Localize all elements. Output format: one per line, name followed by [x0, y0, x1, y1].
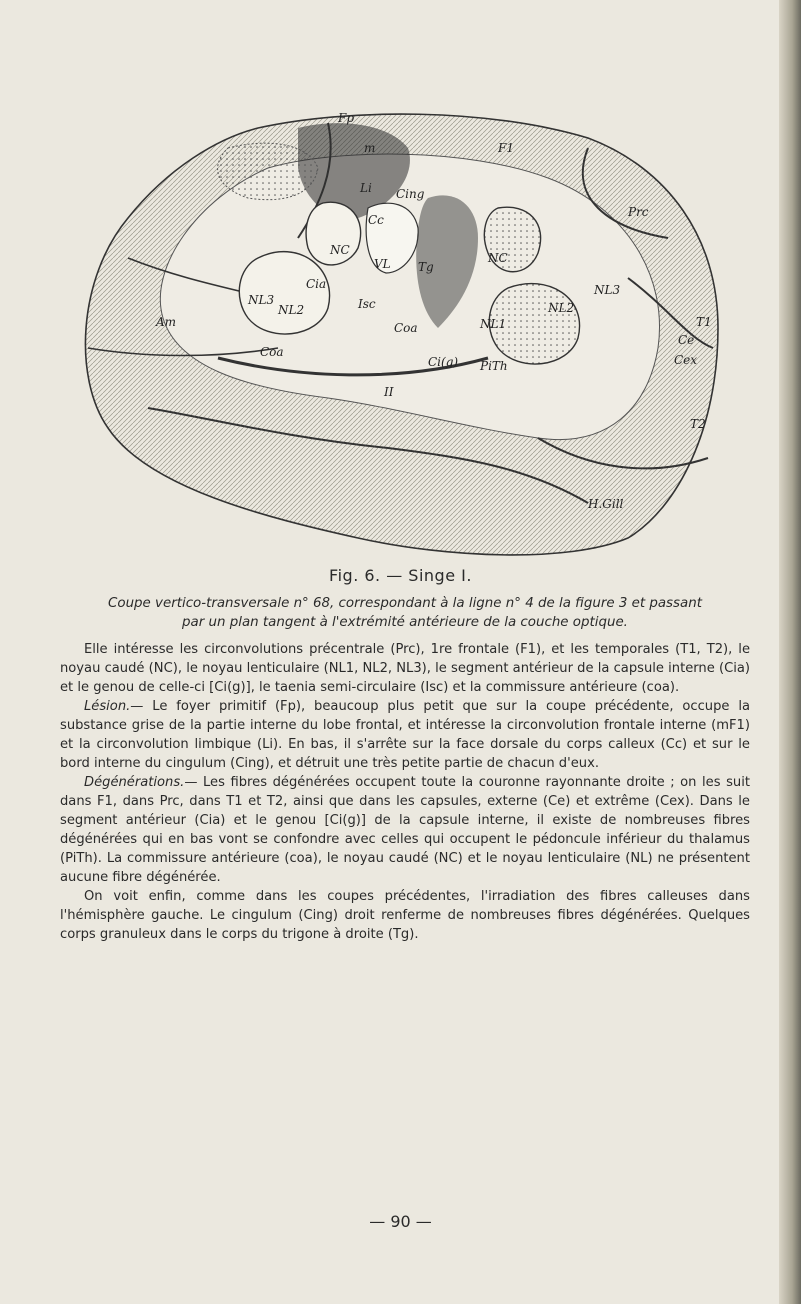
label-nl2-right: NL2 — [548, 301, 575, 315]
label-m: m — [364, 141, 376, 155]
label-nl2-left: NL2 — [278, 303, 305, 317]
label-hgill: H.Gill — [588, 497, 624, 511]
label-am: Am — [156, 315, 177, 329]
paragraph-2-lead: Lésion. — [84, 699, 131, 714]
label-nl3-right: NL3 — [594, 283, 621, 297]
figure-subtitle — [60, 594, 750, 632]
brain-section-figure — [68, 108, 728, 563]
label-nc-left: NC — [330, 243, 350, 257]
figure-caption: Fig. 6. — Singe I. — [329, 566, 472, 585]
subtitle-line-2: par un plan tangent à l'extrémité antérieure de la couche optique. — [182, 615, 628, 630]
label-vl: VL — [374, 257, 391, 271]
label-ce: Ce — [678, 333, 695, 347]
paragraph-3 — [60, 773, 750, 887]
label-nl3-left: NL3 — [248, 293, 275, 307]
label-li: Li — [360, 181, 372, 195]
label-t1: T1 — [696, 315, 712, 329]
label-ii: II — [384, 385, 394, 399]
label-cex: Cex — [674, 353, 698, 367]
label-prc: Prc — [628, 205, 649, 219]
brain-section-drawing — [68, 108, 728, 563]
paragraph-3-text: — Les fibres dégénérées occupent toute la couronne rayonnante droite ; on les suit dans F1, dans Prc, dans T1 et T2, ainsi que dans les capsules, externe (Ce) et extrême (Cex). Dans le segment antérieur (Cia) et le genou [Ci(g)] de la capsule interne, il existe de nombreuses fibres dégénérées qui en bas vont se confondre avec celles qui occupent le pédoncule inférieur du thalamus (PiTh). La commissure antérieure (coa), le noyau caudé (NC) et le noyau lenticulaire (NL) ne présentent aucune fibre dégénérée. — [60, 775, 750, 885]
body-text — [60, 640, 750, 944]
label-tg: Tg — [418, 260, 434, 274]
paragraph-2 — [60, 697, 750, 773]
paragraph-1: Elle intéresse les circonvolutions précentrale (Prc), 1re frontale (F1), et les temporales (T1, T2), le noyau caudé (NC), le noyau lenticulaire (NL1, NL2, NL3), le segment antérieur de la capsule interne (Cia) et le genou de celle-ci [Ci(g)], le taenia semi-circulaire (Isc) et la commissure antérieure (coa). — [60, 642, 750, 695]
label-coa-mid: Coa — [394, 321, 418, 335]
label-cia: Cia — [306, 277, 327, 291]
paragraph-2-text: — Le foyer primitif (Fp), beaucoup plus petit que sur la coupe précédente, occupe la substance grise de la partie interne du lobe frontal, et intéresse la circonvolution frontale interne (mF1) et la circonvolution limbique (Li). En bas, il s'arrête sur la face dorsale du corps calleux (Cc) et sur le bord interne du cingulum (Cing), et détruit une très petite partie de chacun d'eux. — [60, 699, 750, 771]
label-f1: F1 — [498, 141, 514, 155]
label-nl1: NL1 — [480, 317, 507, 331]
label-nc-right: NC — [488, 251, 508, 265]
label-cing: Cing — [396, 187, 425, 201]
label-pith: PiTh — [480, 359, 508, 373]
label-t2: T2 — [690, 417, 706, 431]
subtitle-line-1: Coupe vertico-transversale n° 68, correspondant à la ligne n° 4 de la figure 3 et passant — [108, 596, 702, 611]
paragraph-4: On voit enfin, comme dans les coupes précédentes, l'irradiation des fibres calleuses dans l'hémisphère gauche. Le cingulum (Cing) droit renferme de nombreuses fibres dégénérées. Quelques corps granuleux dans le corps du trigone à droite (Tg). — [60, 889, 750, 942]
page-number: — 90 — — [369, 1212, 432, 1231]
label-cc: Cc — [368, 213, 384, 227]
label-cig: Ci(g) — [428, 355, 459, 369]
label-coa-left: Coa — [260, 345, 284, 359]
paragraph-3-lead: Dégénérations. — [84, 775, 185, 790]
page-edge — [779, 0, 801, 1304]
label-fp: Fp — [338, 111, 355, 125]
label-isc: Isc — [358, 297, 376, 311]
